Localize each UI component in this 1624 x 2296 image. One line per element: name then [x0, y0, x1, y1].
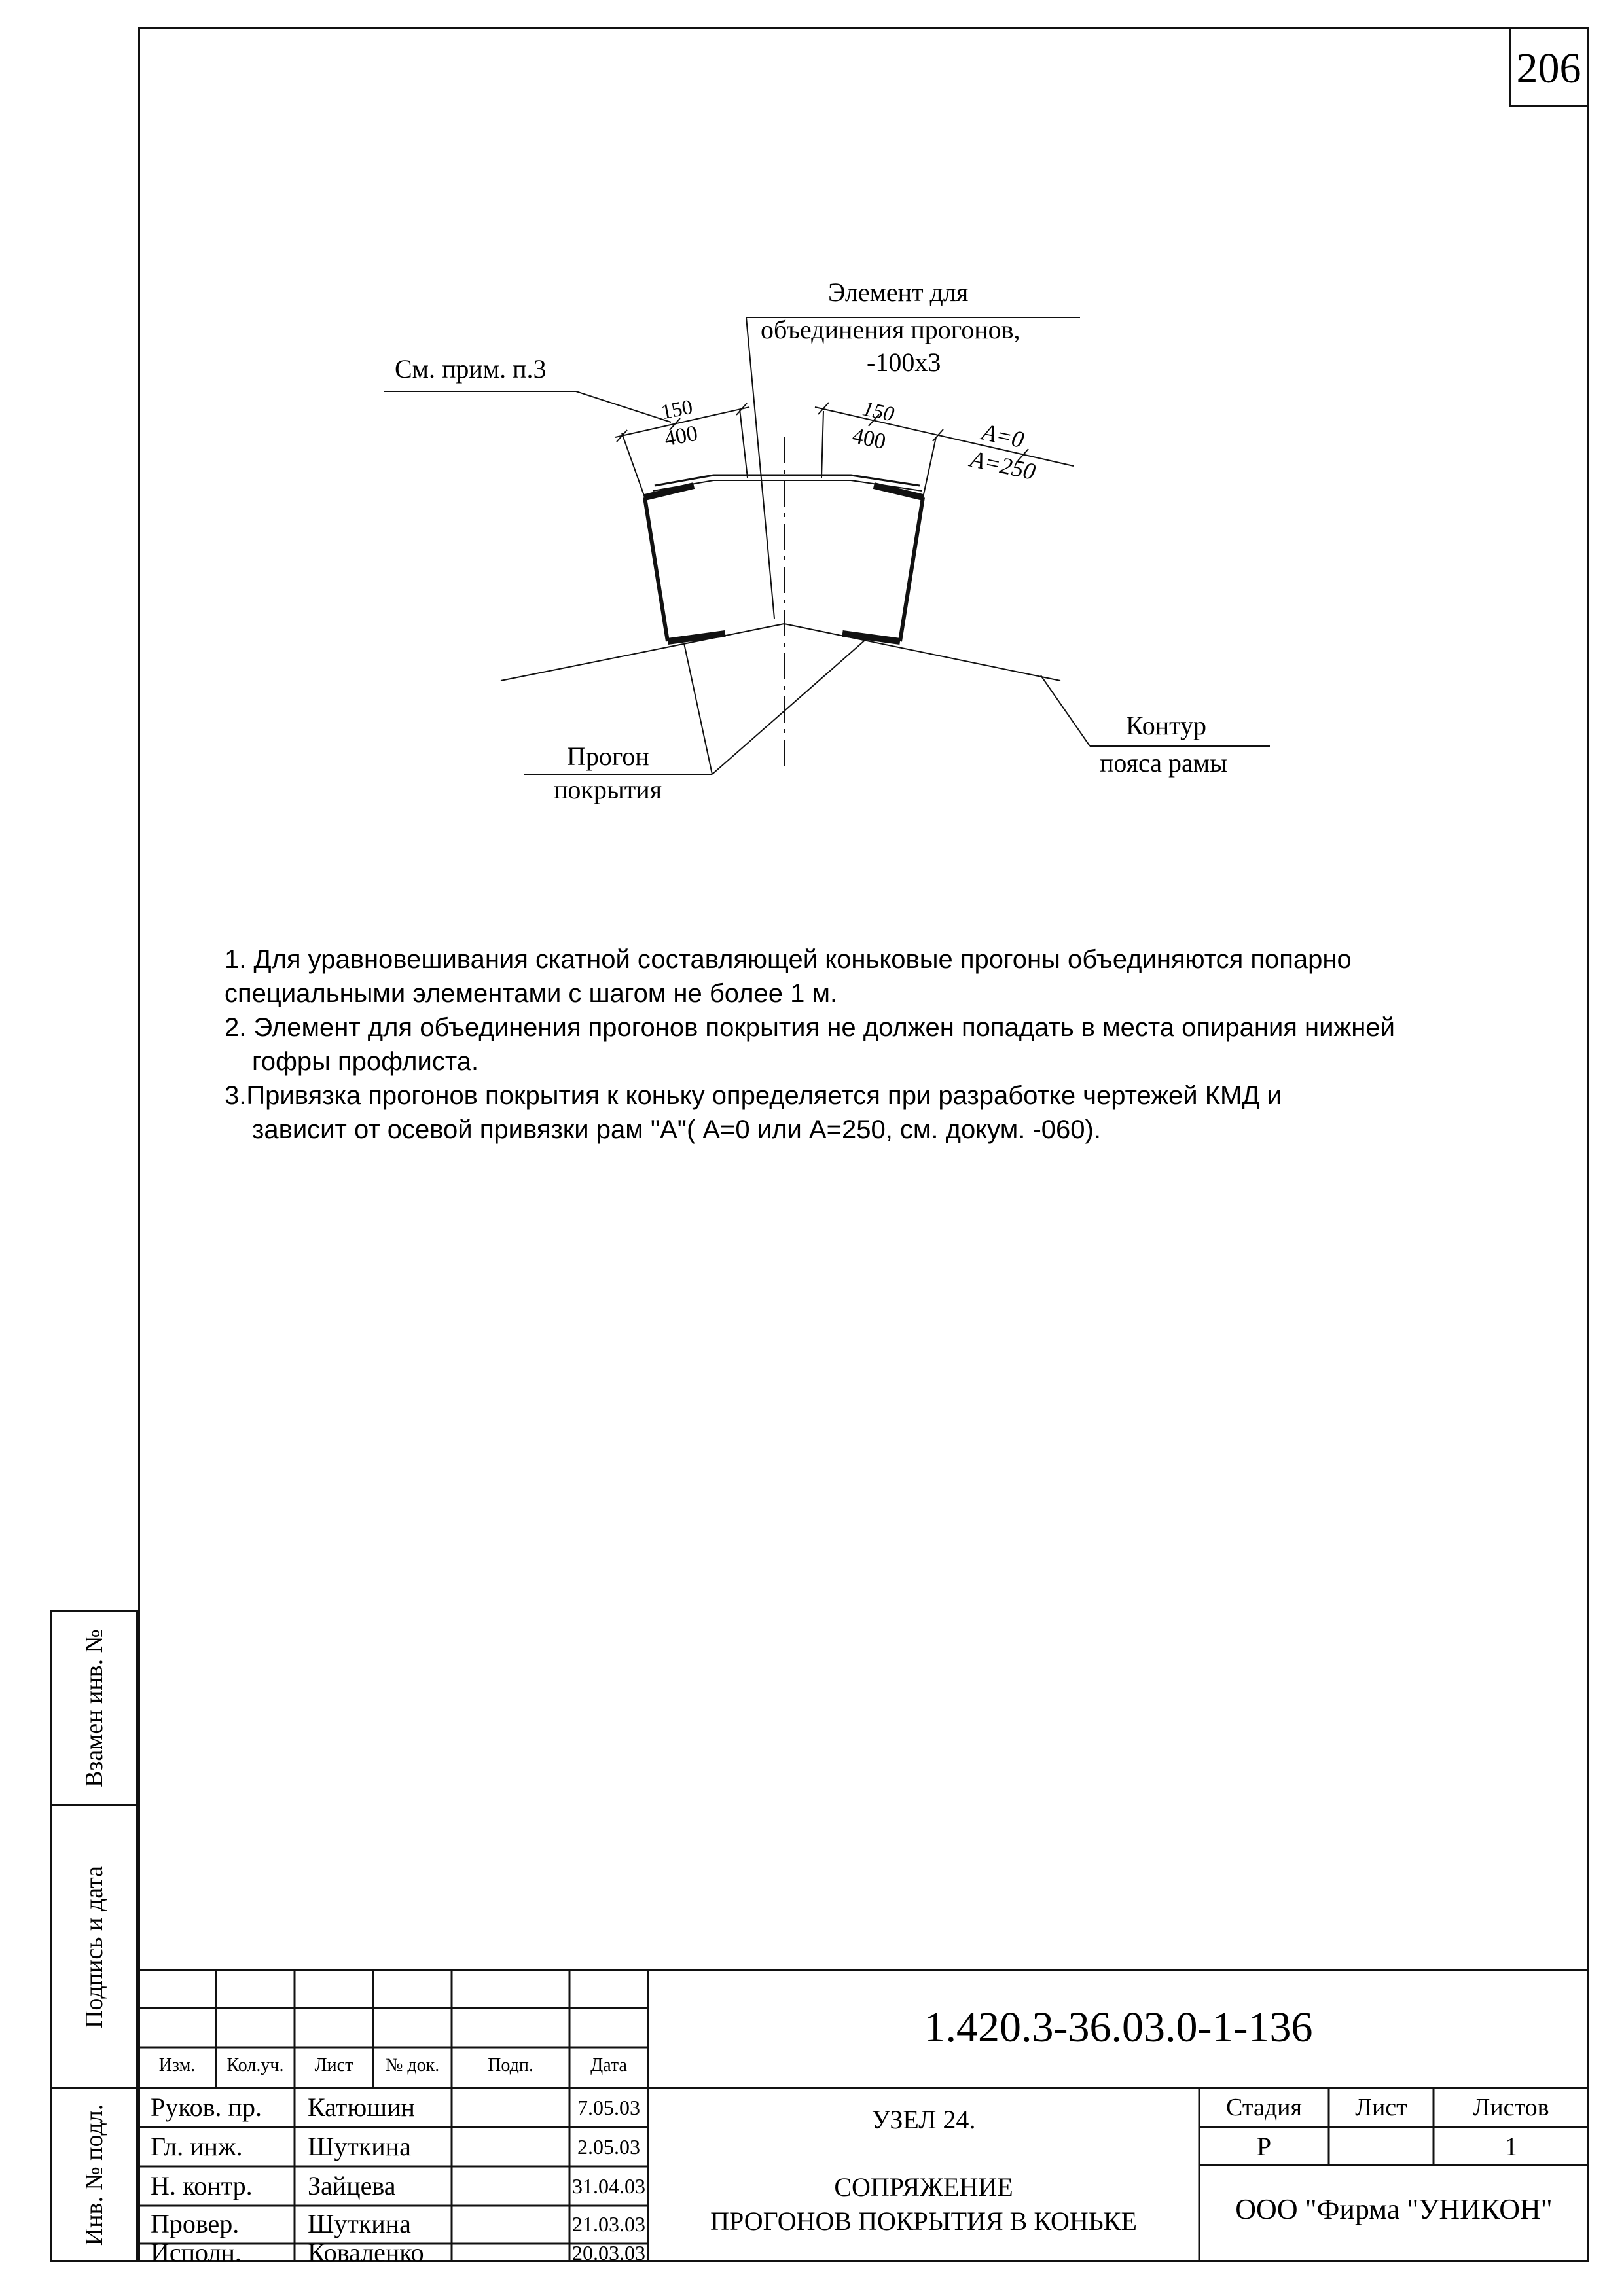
- col-header-sign: Подп.: [488, 2055, 533, 2075]
- stamp-inv-orig: Инв. № подл.: [50, 2087, 138, 2262]
- role-label: Провер.: [151, 2209, 240, 2238]
- callout-note: См. прим. п.3: [395, 354, 547, 384]
- col-header-date: Дата: [590, 2055, 627, 2075]
- stage-header: Стадия: [1226, 2094, 1302, 2121]
- role-name: Шуткина: [308, 2209, 411, 2238]
- stamp-sign-date: Подпись и дата: [50, 1804, 138, 2089]
- role-name: Зайцева: [308, 2171, 396, 2200]
- col-header-izm: Изм.: [158, 2055, 196, 2075]
- note-line: 1. Для уравновешивания скатной составляющей коньковые прогоны объединяются попарно: [225, 945, 1352, 974]
- role-name: Катюшин: [308, 2092, 415, 2122]
- role-name: Коваленко: [308, 2238, 424, 2267]
- note-line: 3.Привязка прогонов покрытия к коньку определяется при разработке чертежей КМД и: [225, 1081, 1282, 1110]
- callout-element-line2: объединения прогонов,: [761, 315, 1020, 344]
- role-date: 7.05.03: [577, 2096, 640, 2119]
- dim-right-bottom: 400: [850, 423, 888, 454]
- document-code: 1.420.3-36.03.0-1-136: [924, 2003, 1313, 2051]
- callout-element-line1: Элемент для: [828, 278, 969, 307]
- sheets-value: 1: [1504, 2132, 1518, 2161]
- label-purlin-line2: покрытия: [554, 775, 662, 804]
- drawing-title-line2: ПРОГОНОВ ПОКРЫТИЯ В КОНЬКЕ: [710, 2206, 1137, 2236]
- role-label: Гл. инж.: [151, 2132, 243, 2161]
- dim-left-bottom: 400: [662, 421, 700, 452]
- sheets-header: Листов: [1473, 2094, 1549, 2121]
- stage-value: Р: [1256, 2132, 1272, 2161]
- node-title: УЗЕЛ 24.: [871, 2105, 976, 2134]
- role-date: 21.03.03: [572, 2212, 645, 2236]
- note-line: специальными элементами с шагом не более 1 м.: [225, 979, 838, 1008]
- role-label: Руков. пр.: [151, 2092, 262, 2122]
- role-date: 31.04.03: [572, 2174, 645, 2198]
- label-purlin-line1: Прогон: [567, 742, 649, 771]
- note-line: гофры профлиста.: [252, 1047, 479, 1076]
- col-header-list: Лист: [314, 2055, 353, 2075]
- dim-right-top: 150: [860, 396, 897, 426]
- col-header-doc: № док.: [385, 2055, 440, 2075]
- role-label: Исполн.: [151, 2238, 242, 2267]
- role-date: 20.03.03: [572, 2241, 645, 2265]
- stamp-replace-inv: Взамен инв. №: [50, 1610, 138, 1806]
- role-label: Н. контр.: [151, 2171, 253, 2200]
- note-line: зависит от осевой привязки рам "А"( А=0 или А=250, см. докум. -060).: [252, 1115, 1101, 1144]
- role-date: 2.05.03: [577, 2135, 640, 2159]
- dim-left-top: 150: [659, 394, 695, 424]
- sheet-header: Лист: [1355, 2094, 1407, 2121]
- sheet-number: 206: [1509, 27, 1589, 107]
- drawing-title-line1: СОПРЯЖЕНИЕ: [834, 2172, 1013, 2202]
- callout-element-line3: -100х3: [867, 348, 941, 377]
- company-name: ООО "Фирма "УНИКОН": [1235, 2193, 1553, 2225]
- label-contour-line1: Контур: [1126, 711, 1207, 740]
- axis-a250: А=250: [967, 446, 1038, 485]
- axis-a0: А=0: [979, 418, 1026, 454]
- label-contour-line2: пояса рамы: [1100, 748, 1227, 778]
- note-line: 2. Элемент для объединения прогонов покрытия не должен попадать в места опирания нижней: [225, 1013, 1395, 1042]
- col-header-kol: Кол.уч.: [226, 2055, 284, 2075]
- role-name: Шуткина: [308, 2132, 411, 2161]
